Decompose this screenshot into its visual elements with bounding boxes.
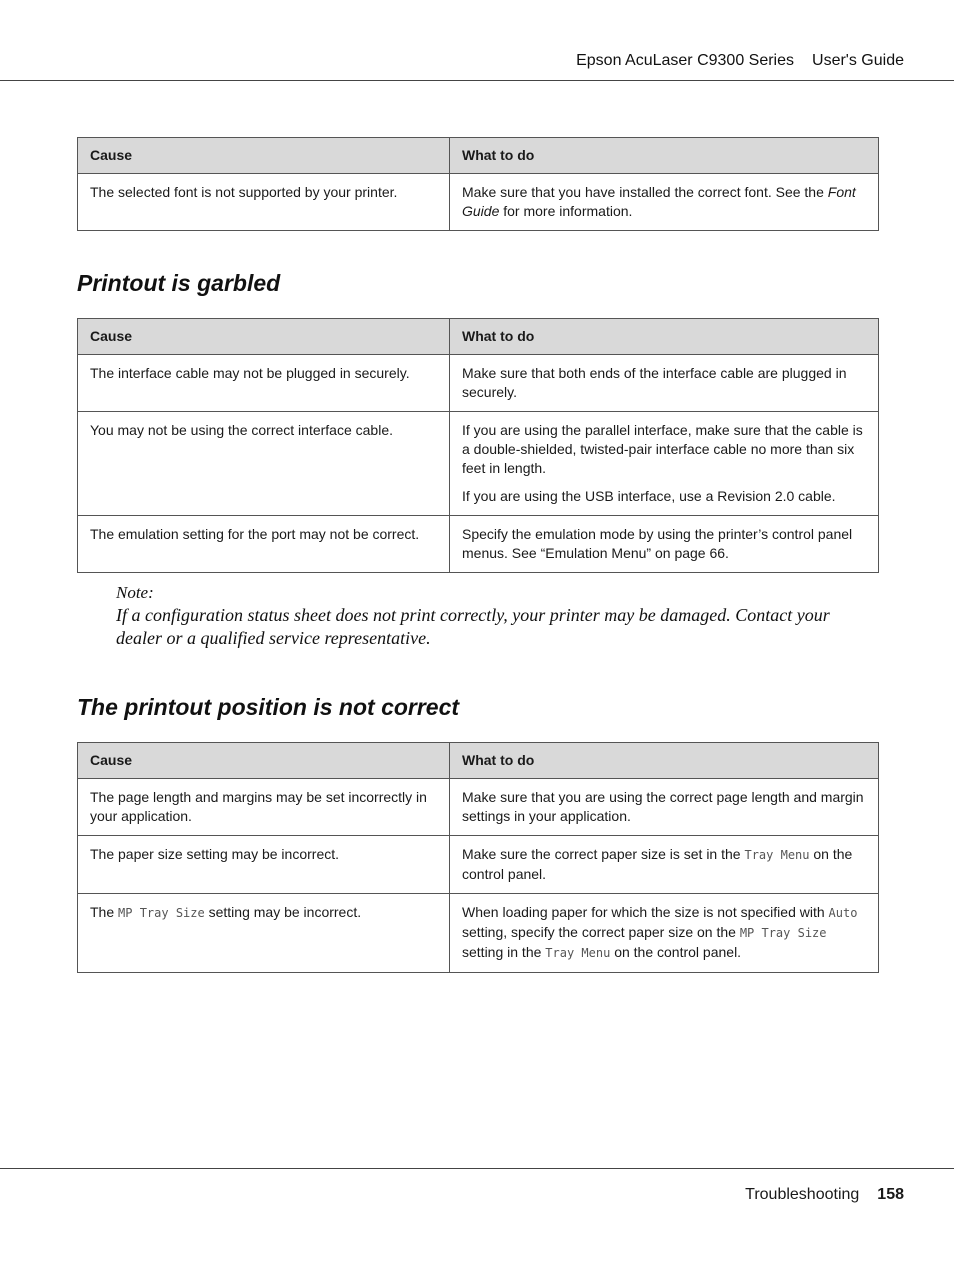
page-number: 158 bbox=[877, 1186, 904, 1203]
garbled-table bbox=[77, 318, 879, 573]
cause-cell: You may not be using the correct interface cable. bbox=[78, 412, 450, 516]
what-to-do-header: What to do bbox=[450, 319, 879, 355]
table-row bbox=[78, 355, 879, 412]
table-row bbox=[78, 174, 879, 231]
what-to-do-cell bbox=[450, 412, 879, 516]
what-to-do-cell: Make sure that you have installed the correct font. See the Font Guide for more information. bbox=[450, 174, 879, 231]
cause-cell: The interface cable may not be plugged in securely. bbox=[78, 355, 450, 412]
table-header-row bbox=[78, 138, 879, 174]
footer-rule bbox=[0, 1168, 954, 1169]
table-row bbox=[78, 836, 879, 894]
table-row bbox=[78, 894, 879, 973]
page-header bbox=[576, 52, 904, 70]
table-header-row bbox=[78, 743, 879, 779]
usb-interface-text: If you are using the USB interface, use a Revision 2.0 cable. bbox=[462, 488, 836, 504]
position-table bbox=[77, 742, 879, 973]
parallel-interface-text: If you are using the parallel interface, make sure that the cable is a double-shielded, twisted-pair interface cable no more than six feet in length. bbox=[462, 422, 863, 476]
note-block bbox=[116, 582, 876, 650]
page-footer bbox=[745, 1186, 904, 1204]
table-row bbox=[78, 516, 879, 573]
cause-cell: The MP Tray Size setting may be incorrect. bbox=[78, 894, 450, 973]
table-row bbox=[78, 779, 879, 836]
what-to-do-cell: Specify the emulation mode by using the printer’s control panel menus. See “Emulation Menu” on page 66. bbox=[450, 516, 879, 573]
cause-header: Cause bbox=[78, 319, 450, 355]
auto-code: Auto bbox=[828, 906, 858, 920]
what-to-do-cell: Make sure that both ends of the interface cable are plugged in securely. bbox=[450, 355, 879, 412]
section-title-position: The printout position is not correct bbox=[77, 694, 460, 720]
what-to-do-cell: When loading paper for which the size is not specified with Auto setting, specify the correct paper size on the MP Tray Size setting in the Tray Menu on the control panel. bbox=[450, 894, 879, 973]
table-header-row bbox=[78, 319, 879, 355]
header-rule bbox=[0, 80, 954, 81]
tray-menu-code: Tray Menu bbox=[545, 946, 611, 960]
cause-cell: The paper size setting may be incorrect. bbox=[78, 836, 450, 894]
font-guide-ref: Font Guide bbox=[462, 184, 856, 219]
footer-section: Troubleshooting bbox=[745, 1186, 860, 1203]
section-title-garbled: Printout is garbled bbox=[77, 270, 281, 296]
note-text: If a configuration status sheet does not print correctly, your printer may be damaged. Contact your dealer or a qualified service representative. bbox=[116, 605, 830, 648]
what-to-do-header: What to do bbox=[450, 743, 879, 779]
header-product: Epson AcuLaser C9300 Series bbox=[576, 52, 795, 69]
mp-tray-size-code: MP Tray Size bbox=[118, 906, 205, 920]
what-to-do-cell: Make sure the correct paper size is set in the Tray Menu on the control panel. bbox=[450, 836, 879, 894]
note-label: Note: bbox=[116, 583, 154, 602]
font-table bbox=[77, 137, 879, 231]
table-row bbox=[78, 412, 879, 516]
cause-cell: The emulation setting for the port may not be correct. bbox=[78, 516, 450, 573]
tray-menu-code: Tray Menu bbox=[744, 848, 810, 862]
what-to-do-cell: Make sure that you are using the correct page length and margin settings in your application. bbox=[450, 779, 879, 836]
what-to-do-header: What to do bbox=[450, 138, 879, 174]
cause-header: Cause bbox=[78, 138, 450, 174]
cause-cell: The page length and margins may be set incorrectly in your application. bbox=[78, 779, 450, 836]
mp-tray-size-code: MP Tray Size bbox=[739, 926, 827, 940]
cause-header: Cause bbox=[78, 743, 450, 779]
header-guide: User's Guide bbox=[812, 52, 904, 69]
cause-cell: The selected font is not supported by your printer. bbox=[78, 174, 450, 231]
